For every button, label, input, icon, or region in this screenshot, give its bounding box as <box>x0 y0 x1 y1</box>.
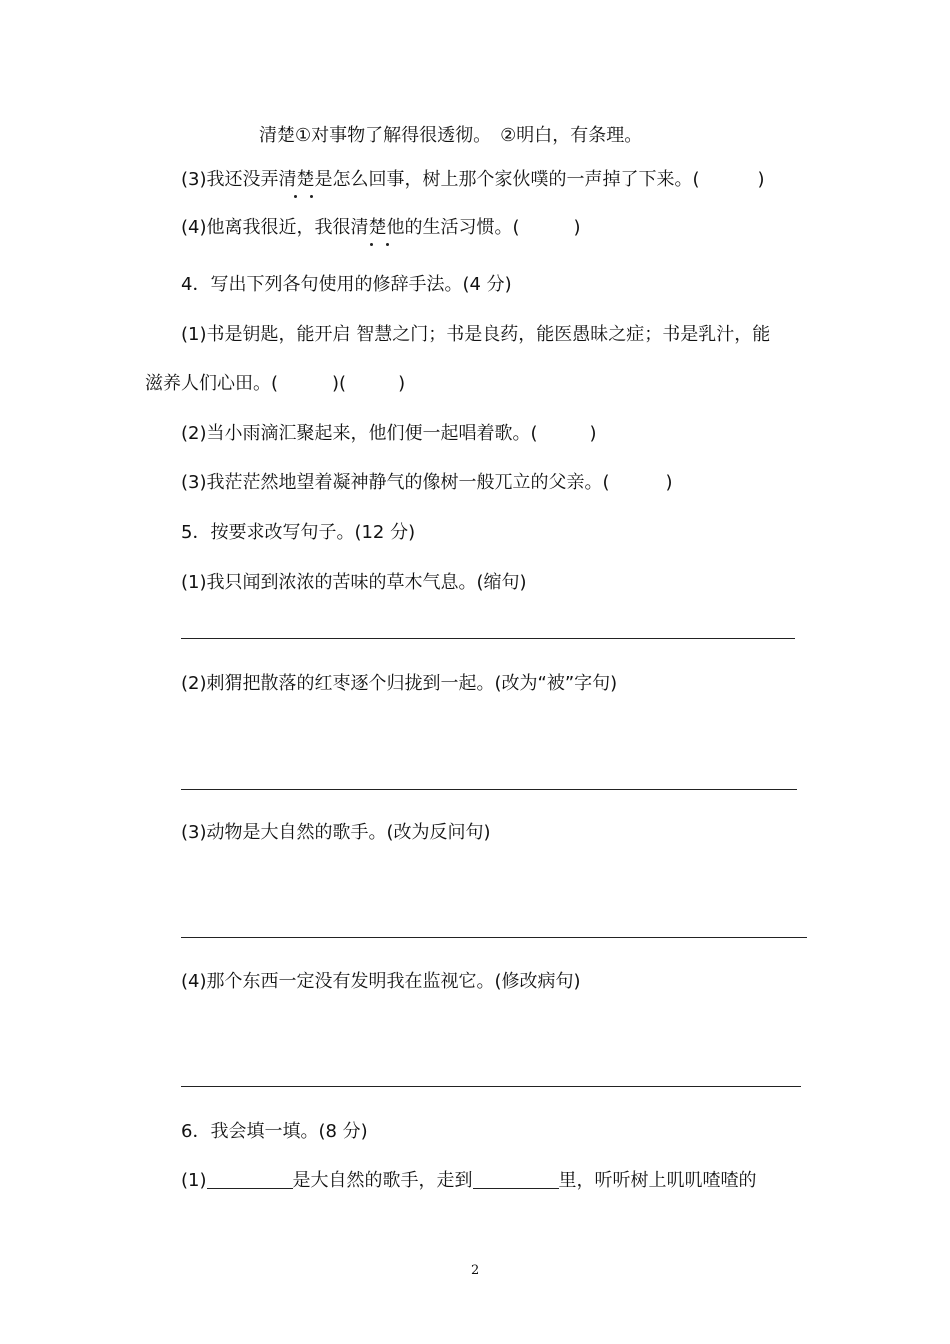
q3-item3 <box>181 168 765 192</box>
q6-item1-end: 里，听听树上叽叽喳喳的 <box>558 1170 757 1191</box>
q6-item1-start: (1) <box>181 1170 207 1191</box>
q4-heading: 4．写出下列各句使用的修辞手法。(4 分) <box>181 274 512 295</box>
q6-item1-fill-blank-1[interactable] <box>207 1169 293 1189</box>
q4-item1-close: ) <box>398 373 406 394</box>
q4-item3 <box>181 471 673 495</box>
q3-item4-text: (4)他离我很近，我很清楚他的生活习惯。( <box>181 217 520 238</box>
q5-item4-answer-line[interactable] <box>181 1086 801 1087</box>
q4-item3-text: (3)我茫茫然地望着凝神静气的像树一般兀立的父亲。( <box>181 472 610 493</box>
q5-item3-answer-line[interactable] <box>181 937 807 938</box>
q4-item2-text: (2)当小雨滴汇聚起来，他们便一起唱着歌。( <box>181 423 538 444</box>
page-number: 2 <box>471 1263 480 1278</box>
emphasis-dot <box>294 195 297 198</box>
q4-item2-close: ) <box>589 423 597 444</box>
q4-item3-close: ) <box>665 472 673 493</box>
q5-item1-answer-line[interactable] <box>181 638 795 639</box>
q4-item1-mid: )( <box>332 373 347 394</box>
q4-item1-line2 <box>145 372 405 396</box>
q4-item2 <box>181 422 597 446</box>
q6-item1-mid: 是大自然的歌手，走到 <box>292 1170 473 1191</box>
q3-item3-close: ) <box>757 169 765 190</box>
q6-item1-fill-blank-2[interactable] <box>473 1169 559 1189</box>
q3-item3-text: (3)我还没弄清楚是怎么回事，树上那个家伙噗的一声掉了下来。( <box>181 169 700 190</box>
q6-heading: 6．我会填一填。(8 分) <box>181 1121 368 1142</box>
q6-item1 <box>181 1169 757 1193</box>
q5-item3: (3)动物是大自然的歌手。(改为反问句) <box>181 822 491 843</box>
q5-heading: 5．按要求改写句子。(12 分) <box>181 522 416 543</box>
emphasis-dot <box>370 243 373 246</box>
q4-item1-line1: (1)书是钥匙，能开启 智慧之门；书是良药，能医愚昧之症；书是乳汁，能 <box>181 324 771 345</box>
q3-item4-close: ) <box>573 217 581 238</box>
q5-item2-answer-line[interactable] <box>181 789 797 790</box>
emphasis-dot <box>386 243 389 246</box>
q5-item2: (2)刺猬把散落的红枣逐个归拢到一起。(改为“被”字句) <box>181 673 618 694</box>
q5-item4: (4)那个东西一定没有发明我在监视它。(修改病句) <box>181 971 581 992</box>
q4-item1-text: 滋养人们心田。( <box>145 373 279 394</box>
q5-item1: (1)我只闻到浓浓的苦味的草木气息。(缩句) <box>181 572 527 593</box>
emphasis-dot <box>310 195 313 198</box>
q3-item4 <box>181 216 581 240</box>
definition-line: 清楚①对事物了解得很透彻。 ②明白，有条理。 <box>259 125 643 146</box>
